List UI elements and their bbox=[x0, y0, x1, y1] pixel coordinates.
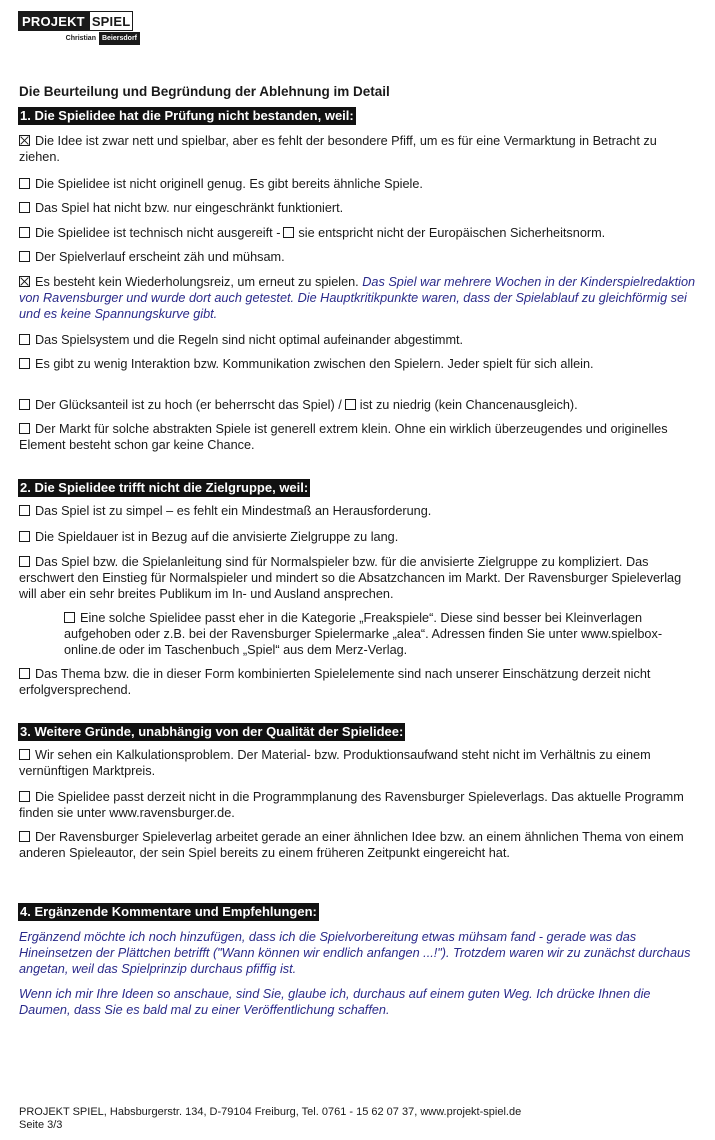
s1-item-2 bbox=[19, 176, 699, 192]
comment-1: Ergänzend möchte ich noch hinzufügen, dass ich die Spielvorbereitung etwas mühsam fand - gerade was das Hineinsetzen der Plättchen betrifft ("Wann können wir endlich anfangen ...!"). Trotzdem waren wir zu zunächst durchaus angetan, weil das Spielprinzip durchaus pfiffig ist. bbox=[19, 930, 691, 976]
s1-item-6 bbox=[19, 274, 699, 322]
checkbox[interactable] bbox=[64, 612, 75, 623]
checkbox[interactable] bbox=[19, 556, 30, 567]
s1-item-5 bbox=[19, 249, 699, 265]
comment-2: Wenn ich mir Ihre Ideen so anschaue, sind Sie, glaube ich, durchaus auf einem guten Weg. Ich drücke Ihnen die Daumen, dass Sie es bald mal zu einer Veröffentlichung schaffen. bbox=[19, 987, 651, 1017]
checkbox[interactable] bbox=[19, 531, 30, 542]
s2-item-3 bbox=[19, 554, 699, 602]
item-text: Wir sehen ein Kalkulationsproblem. Der Material- bzw. Produktionsaufwand steht nicht im Verhältnis zu einem vernünftigen Marktpreis. bbox=[19, 748, 651, 778]
checkbox[interactable] bbox=[19, 227, 30, 238]
s3-item-3 bbox=[19, 829, 699, 861]
checkbox[interactable] bbox=[19, 505, 30, 516]
s1-item-7 bbox=[19, 332, 699, 348]
s2-item-5 bbox=[19, 666, 699, 698]
checkbox[interactable] bbox=[19, 334, 30, 345]
item-text-b: ist zu niedrig (kein Chancenausgleich). bbox=[359, 398, 578, 412]
item-text: Eine solche Spielidee passt eher in die Kategorie „Freakspiele“. Diese sind besser bei Kleinverlagen aufgehoben oder z.B. bei der Ravensburger Spielermarke „alea“. Adressen finden Sie unter www.spielbox-online.de oder im Taschenbuch „Spiel“ aus dem Merz-Verlag. bbox=[64, 611, 663, 657]
checkbox[interactable] bbox=[19, 358, 30, 369]
item-text: Das Spiel bzw. die Spielanleitung sind für Normalspieler bzw. für die anvisierte Zielgruppe zu kompliziert. Das erschwert den Einstieg für Normalspieler und mindert so die Absatzchancen im Markt. Der Ravensburger Spieleverlag will aber ein sehr breites Publikum im In- und Ausland ansprechen. bbox=[19, 555, 682, 601]
logo-word-spiel: SPIEL bbox=[89, 11, 134, 31]
item-text: Die Spielidee ist technisch nicht ausgereift - bbox=[35, 226, 281, 240]
footer-page-number: Seite 3/3 bbox=[19, 1119, 63, 1131]
item-text: Der Glücksanteil ist zu hoch (er beherrscht das Spiel) / bbox=[35, 398, 342, 412]
item-text: Es besteht kein Wiederholungsreiz, um erneut zu spielen. bbox=[35, 275, 359, 289]
item-text: Es gibt zu wenig Interaktion bzw. Kommunikation zwischen den Spielern. Jeder spielt für sich allein. bbox=[35, 357, 594, 371]
logo-top-row bbox=[18, 11, 140, 31]
handwritten-note: Das Spiel war mehrere Wochen in der Kinderspielredaktion von Ravensburger und wurde dort auch getestet. Die Hauptkritikpunkte waren, dass der Spielablauf zu gleichförmig sei und es keine Spannungskurve gibt. bbox=[19, 275, 696, 321]
logo-word-projekt: PROJEKT bbox=[18, 11, 89, 31]
s1-item-9 bbox=[19, 397, 699, 413]
s3-item-1 bbox=[19, 747, 699, 779]
checkbox[interactable] bbox=[19, 749, 30, 760]
checkbox[interactable] bbox=[19, 668, 30, 679]
s2-item-2 bbox=[19, 529, 699, 545]
item-text: Das Spiel ist zu simpel – es fehlt ein Mindestmaß an Herausforderung. bbox=[35, 504, 432, 518]
checkbox[interactable] bbox=[19, 399, 30, 410]
checkbox-checked[interactable] bbox=[19, 135, 30, 146]
s1-item-4 bbox=[19, 225, 699, 241]
footer bbox=[19, 1106, 521, 1132]
checkbox[interactable] bbox=[19, 251, 30, 262]
item-text: Der Markt für solche abstrakten Spiele ist generell extrem klein. Ohne ein wirklich überzeugendes und originelles Element besteht schon gar keine Chance. bbox=[19, 422, 668, 452]
section-2-heading: 2. Die Spielidee trifft nicht die Zielgruppe, weil: bbox=[20, 480, 309, 495]
logo bbox=[18, 11, 140, 45]
checkbox[interactable] bbox=[19, 831, 30, 842]
s1-item-3 bbox=[19, 200, 699, 216]
item-text: Der Spielverlauf erscheint zäh und mühsam. bbox=[35, 250, 285, 264]
section-4-heading: 4. Ergänzende Kommentare und Empfehlungen: bbox=[20, 904, 317, 919]
item-text: Die Spieldauer ist in Bezug auf die anvisierte Zielgruppe zu lang. bbox=[35, 530, 399, 544]
item-text: Das Thema bzw. die in dieser Form kombinierten Spielelemente sind nach unserer Einschätzung derzeit nicht erfolgversprechend. bbox=[19, 667, 651, 697]
item-text: Das Spielsystem und die Regeln sind nicht optimal aufeinander abgestimmt. bbox=[35, 333, 464, 347]
s2-item-4 bbox=[64, 610, 694, 658]
s1-item-8 bbox=[19, 356, 699, 372]
item-text: Der Ravensburger Spieleverlag arbeitet gerade an einer ähnlichen Idee bzw. an einem ähnlichen Thema von einem anderen Spieleautor, der sein Spiel bereits zu einem früheren Zeitpunkt eingereicht hat. bbox=[19, 830, 684, 860]
checkbox-inline[interactable] bbox=[283, 227, 294, 238]
item-text: Die Spielidee passt derzeit nicht in die Programmplanung des Ravensburger Spieleverlags. Das aktuelle Programm finden sie unter www.ravensburger.de. bbox=[19, 790, 684, 820]
section-1-heading: 1. Die Spielidee hat die Prüfung nicht bestanden, weil: bbox=[20, 108, 354, 123]
item-text-b: sie entspricht nicht der Europäischen Sicherheitsnorm. bbox=[298, 226, 606, 240]
checkbox[interactable] bbox=[19, 202, 30, 213]
footer-address: PROJEKT SPIEL, Habsburgerstr. 134, D-79104 Freiburg, Tel. 0761 - 15 62 07 37, www.projekt-spiel.de bbox=[19, 1106, 522, 1118]
checkbox[interactable] bbox=[19, 791, 30, 802]
checkbox[interactable] bbox=[19, 178, 30, 189]
s1-item-10 bbox=[19, 421, 699, 453]
logo-sub-last: Beiersdorf bbox=[99, 32, 140, 45]
item-text: Die Idee ist zwar nett und spielbar, aber es fehlt der besondere Pfiff, um es für eine Vermarktung in Betracht zu ziehen. bbox=[19, 134, 657, 164]
page-title: Die Beurteilung und Begründung der Ablehnung im Detail bbox=[19, 84, 390, 99]
logo-bottom-row bbox=[18, 32, 140, 45]
s1-item-1 bbox=[19, 133, 699, 165]
checkbox-inline[interactable] bbox=[345, 399, 356, 410]
item-text: Die Spielidee ist nicht originell genug. Es gibt bereits ähnliche Spiele. bbox=[35, 177, 423, 191]
s2-item-1 bbox=[19, 503, 699, 519]
checkbox[interactable] bbox=[19, 423, 30, 434]
s3-item-2 bbox=[19, 789, 699, 821]
item-text: Das Spiel hat nicht bzw. nur eingeschränkt funktioniert. bbox=[35, 201, 344, 215]
checkbox-checked[interactable] bbox=[19, 276, 30, 287]
section-3-heading: 3. Weitere Gründe, unabhängig von der Qualität der Spielidee: bbox=[20, 724, 404, 739]
logo-sub-first: Christian bbox=[65, 35, 96, 42]
